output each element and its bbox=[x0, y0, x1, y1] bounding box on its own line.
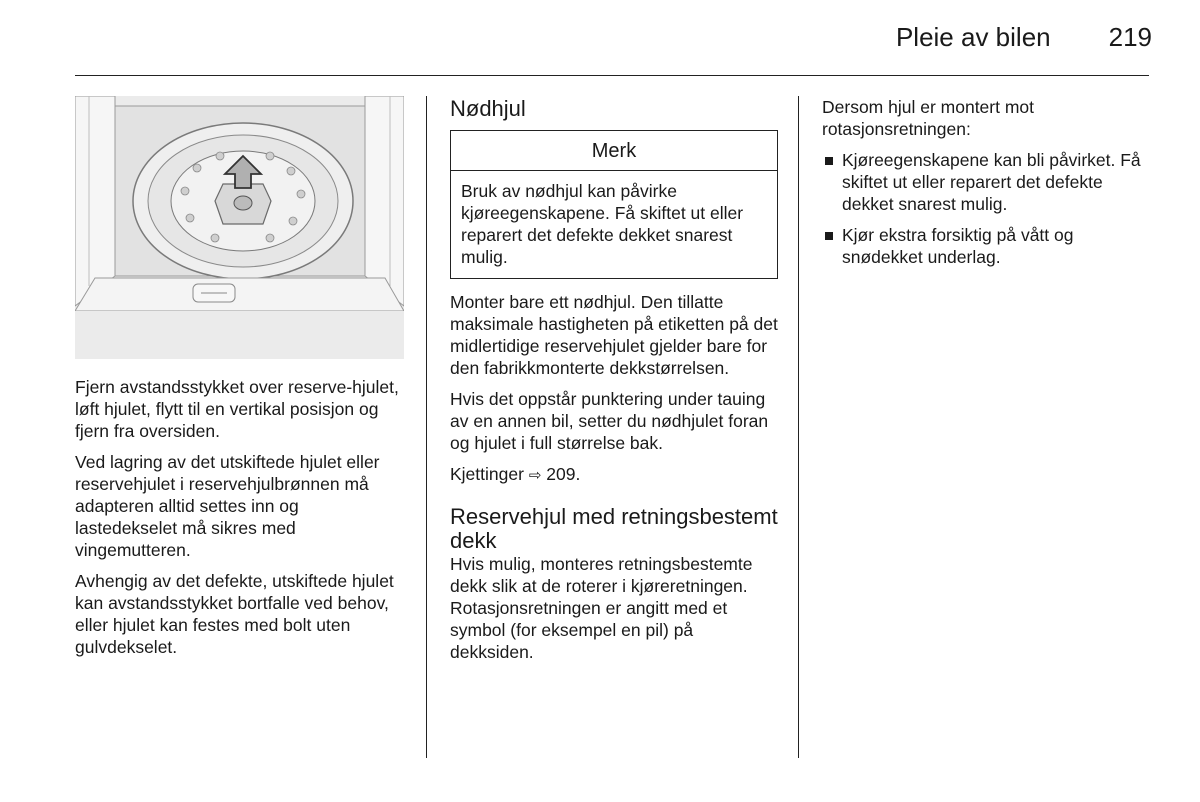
cross-reference[interactable] bbox=[450, 463, 778, 487]
paragraph: Dersom hjul er montert mot rotasjonsretningen: bbox=[822, 97, 1035, 139]
note-body: Bruk av nødhjul kan påvirke kjøreegenskapene. Få skiftet ut eller reparert det defekte dekket snarest mulig. bbox=[461, 181, 744, 267]
spare-wheel-well-illustration bbox=[75, 96, 404, 359]
column-2 bbox=[450, 96, 778, 672]
note-title: Merk bbox=[451, 131, 777, 171]
section-heading: Nødhjul bbox=[450, 96, 526, 121]
column-3 bbox=[822, 96, 1152, 277]
bullet-list bbox=[822, 149, 1152, 268]
list-item-text: Kjøreegenskapene kan bli påvirket. Få skiftet ut eller reparert det defekte dekket snarest mulig. bbox=[842, 150, 1141, 214]
xref-page: 209. bbox=[546, 464, 581, 484]
list-item-text: Kjør ekstra forsiktig på vått og snødekket underlag. bbox=[842, 225, 1074, 267]
header-rule bbox=[75, 75, 1149, 76]
paragraph: Ved lagring av det utskiftede hjulet eller reservehjulet i reservehjulbrønnen må adapteren alltid settes inn og lastedekselet må sikres med vingemutteren. bbox=[75, 452, 380, 560]
column-divider-2 bbox=[798, 96, 799, 758]
column-divider-1 bbox=[426, 96, 427, 758]
list-item bbox=[822, 149, 1152, 215]
paragraph: Hvis det oppstår punktering under tauing av en annen bil, setter du nødhjulet foran og hjulet i full størrelse bak. bbox=[450, 389, 769, 453]
subsection-heading: Reservehjul med retningsbestemt dekk bbox=[450, 504, 778, 553]
paragraph: Monter bare ett nødhjul. Den tillatte maksimale hastigheten på etiketten på det midlertidige reservehjulet gjelder bare for den fabrikkmonterte dekkstørrelsen. bbox=[450, 292, 778, 378]
bullet-icon bbox=[825, 157, 833, 165]
note-box bbox=[450, 130, 778, 279]
column-1 bbox=[75, 96, 405, 667]
page-number: 219 bbox=[1108, 22, 1152, 52]
paragraph: Hvis mulig, monteres retningsbestemte dekk slik at de roterer i kjøreretningen. Rotasjonsretningen er angitt med et symbol (for eksempel en pil) på dekksiden. bbox=[450, 554, 753, 662]
list-item bbox=[822, 224, 1152, 268]
paragraph: Avhengig av det defekte, utskiftede hjulet kan avstandsstykket bortfalle ved behov, eller hjulet kan festes med bolt uten gulvdekselet. bbox=[75, 571, 394, 657]
section-title: Pleie av bilen bbox=[895, 22, 1051, 52]
xref-label: Kjettinger bbox=[450, 464, 524, 484]
spare-wheel-drawing bbox=[75, 96, 404, 359]
bullet-icon bbox=[825, 232, 833, 240]
paragraph: Fjern avstandsstykket over reserve-hjulet, løft hjulet, flytt til en vertikal posisjon og fjern fra oversiden. bbox=[75, 377, 399, 441]
page-header bbox=[896, 22, 1152, 53]
reference-arrow-icon: ⇨ bbox=[528, 467, 542, 484]
